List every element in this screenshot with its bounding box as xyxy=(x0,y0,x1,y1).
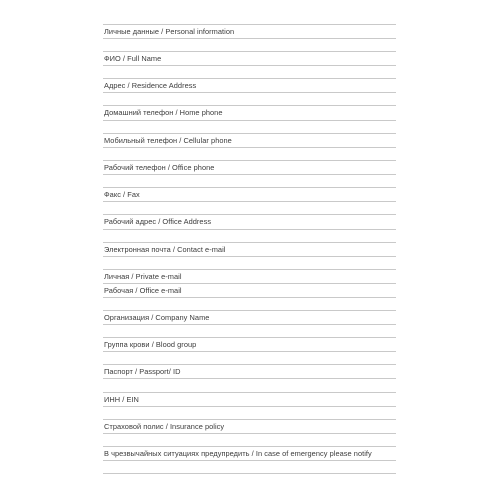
rule-line xyxy=(103,24,396,25)
input-line-office-email[interactable] xyxy=(103,297,396,298)
input-line-private-email[interactable] xyxy=(103,283,396,284)
input-line-insurance-policy[interactable] xyxy=(103,433,396,434)
input-line-full-name[interactable] xyxy=(103,65,396,66)
section-line-contact-email xyxy=(103,256,396,257)
field-label-residence-address: Адрес / Residence Address xyxy=(104,81,197,90)
field-label-office-email: Рабочая / Office e-mail xyxy=(104,286,182,295)
field-label-private-email: Личная / Private e-mail xyxy=(104,272,182,281)
input-line-emergency-contact[interactable] xyxy=(103,460,396,461)
rule-line xyxy=(103,364,396,365)
field-label-full-name: ФИО / Full Name xyxy=(104,54,162,63)
field-label-company-name: Организация / Company Name xyxy=(104,313,210,322)
input-line-ein[interactable] xyxy=(103,406,396,407)
input-line-fax[interactable] xyxy=(103,201,396,202)
rule-line xyxy=(103,337,396,338)
rule-line xyxy=(103,473,396,474)
input-line-cellular-phone[interactable] xyxy=(103,147,396,148)
rule-line xyxy=(103,446,396,447)
rule-line xyxy=(103,214,396,215)
rule-line xyxy=(103,310,396,311)
input-line-home-phone[interactable] xyxy=(103,120,396,121)
field-label-passport-id: Паспорт / Passport/ ID xyxy=(104,367,181,376)
input-line-office-phone[interactable] xyxy=(103,174,396,175)
field-label-home-phone: Домашний телефон / Home phone xyxy=(104,108,223,117)
rule-line xyxy=(103,160,396,161)
field-label-office-phone: Рабочий телефон / Office phone xyxy=(104,163,215,172)
field-label-cellular-phone: Мобильный телефон / Cellular phone xyxy=(104,136,232,145)
field-label-personal-information: Личные данные / Personal information xyxy=(104,27,235,36)
input-line-personal-information[interactable] xyxy=(103,38,396,39)
input-line-residence-address[interactable] xyxy=(103,92,396,93)
field-label-insurance-policy: Страховой полис / Insurance policy xyxy=(104,422,225,431)
rule-line xyxy=(103,242,396,243)
rule-line xyxy=(103,51,396,52)
field-label-contact-email: Электронная почта / Contact e-mail xyxy=(104,245,226,254)
input-line-blood-group[interactable] xyxy=(103,351,396,352)
field-label-emergency-contact: В чрезвычайных ситуациях предупредить / In case of emergency please notify xyxy=(104,449,372,458)
input-line-office-address[interactable] xyxy=(103,229,396,230)
field-label-ein: ИНН / EIN xyxy=(104,395,139,404)
field-label-blood-group: Группа крови / Blood group xyxy=(104,340,197,349)
rule-line xyxy=(103,78,396,79)
rule-line xyxy=(103,392,396,393)
field-label-fax: Факс / Fax xyxy=(104,190,140,199)
input-line-company-name[interactable] xyxy=(103,324,396,325)
rule-line xyxy=(103,105,396,106)
rule-line xyxy=(103,269,396,270)
rule-line xyxy=(103,133,396,134)
rule-line xyxy=(103,419,396,420)
field-label-office-address: Рабочий адрес / Office Address xyxy=(104,217,212,226)
rule-line xyxy=(103,187,396,188)
input-line-passport-id[interactable] xyxy=(103,378,396,379)
